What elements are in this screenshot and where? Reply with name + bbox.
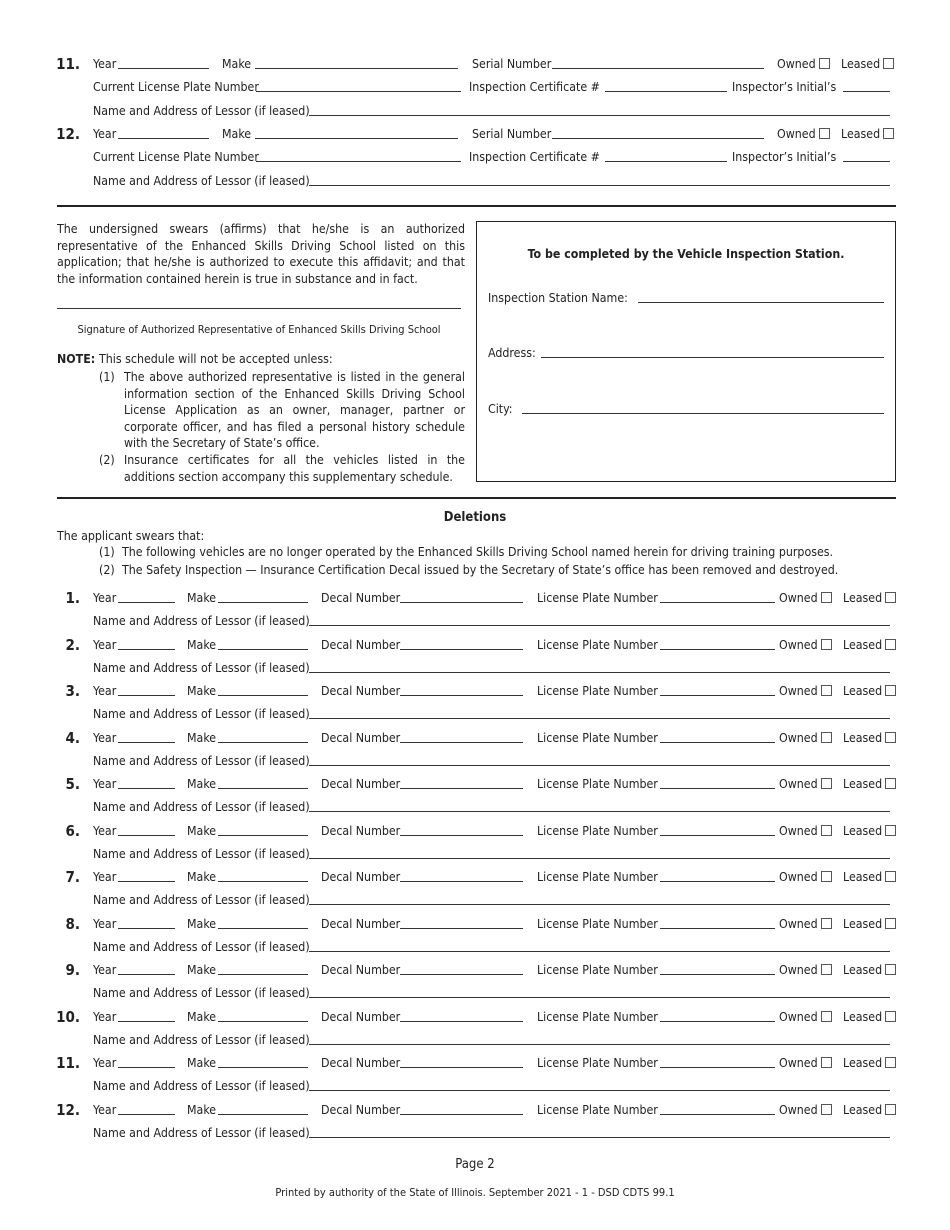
signature-line[interactable]: [57, 308, 461, 309]
make-label: Make: [187, 1056, 217, 1070]
lessor-field[interactable]: [309, 185, 890, 186]
lessor-label: Name and Address of Lessor (if leased): [93, 660, 310, 675]
make-label: Make: [187, 777, 217, 791]
make-label: Make: [187, 1102, 217, 1117]
year-field[interactable]: [118, 928, 175, 929]
leased-checkbox[interactable]: [885, 1011, 896, 1022]
leased-checkbox[interactable]: [885, 1104, 896, 1115]
leased-checkbox[interactable]: [885, 639, 896, 650]
make-label: Make: [187, 870, 217, 884]
decal-label: Decal Number: [321, 730, 401, 745]
year-label: Year: [93, 963, 117, 977]
decal-label: Decal Number: [321, 591, 401, 605]
make-field[interactable]: [218, 881, 308, 882]
year-label: Year: [93, 57, 117, 71]
make-field[interactable]: [218, 602, 308, 603]
serial-label: Serial Number: [472, 57, 552, 71]
leased-checkbox[interactable]: [885, 1057, 896, 1068]
plate-label: Current License Plate Number: [93, 150, 259, 164]
leased-checkbox[interactable]: [885, 732, 896, 743]
decal-field[interactable]: [400, 788, 523, 789]
note-item-text: Insurance certificates for all the vehicles listed in the additions section accompany this supplementary schedule.: [124, 453, 465, 484]
station-name-field[interactable]: [638, 302, 884, 303]
owned-group: [779, 870, 832, 884]
decal-label: Decal Number: [321, 1009, 401, 1024]
owned-label: Owned: [779, 1102, 818, 1117]
decal-field[interactable]: [400, 602, 523, 603]
owned-label: Owned: [779, 823, 818, 838]
lessor-field[interactable]: [309, 1137, 890, 1138]
owned-checkbox[interactable]: [819, 58, 830, 69]
plate-field[interactable]: [660, 928, 775, 929]
plate-label: License Plate Number: [537, 684, 658, 698]
lessor-label: Name and Address of Lessor (if leased): [93, 753, 310, 768]
lessor-field[interactable]: [309, 997, 890, 998]
station-address-field[interactable]: [541, 357, 884, 358]
owned-label: Owned: [779, 777, 818, 791]
station-city-field[interactable]: [522, 413, 884, 414]
owned-checkbox[interactable]: [821, 964, 832, 975]
make-label: Make: [187, 963, 217, 977]
lessor-label: Name and Address of Lessor (if leased): [93, 1079, 310, 1093]
make-field[interactable]: [218, 1114, 308, 1115]
lessor-label: Name and Address of Lessor (if leased): [93, 174, 310, 188]
lessor-field[interactable]: [309, 904, 890, 905]
inspection-cert-field[interactable]: [605, 161, 727, 162]
make-label: Make: [187, 916, 217, 931]
plate-field[interactable]: [660, 881, 775, 882]
year-field[interactable]: [118, 742, 175, 743]
row-number: 7.: [65, 868, 80, 886]
row-number: 8.: [65, 914, 80, 933]
decal-field[interactable]: [400, 649, 523, 650]
lessor-field[interactable]: [309, 858, 890, 859]
inspection-cert-field[interactable]: [605, 91, 727, 92]
year-field[interactable]: [118, 881, 175, 882]
leased-label: Leased: [843, 637, 883, 652]
leased-group: [843, 824, 896, 838]
leased-label: Leased: [843, 916, 883, 931]
lessor-field[interactable]: [309, 718, 890, 719]
owned-group: [777, 57, 830, 71]
owned-group: [779, 917, 832, 931]
plate-field[interactable]: [660, 695, 775, 696]
owned-group: [779, 638, 832, 652]
note-item-text: The above authorized representative is listed in the general information section of the Enhanced Skills Driving School License Application as an owner, manager, partner or corporate officer, and has filed a personal history schedule with the Secretary of State’s office.: [124, 370, 465, 450]
decal-label: Decal Number: [321, 823, 401, 838]
owned-group: [779, 684, 832, 698]
plate-field[interactable]: [660, 788, 775, 789]
owned-label: Owned: [777, 57, 816, 71]
deletions-item-text: The Safety Inspection — Insurance Certification Decal issued by the Secretary of State’s office has been removed and destroyed.: [122, 563, 839, 577]
note-intro: This schedule will not be accepted unless:: [99, 352, 333, 366]
leased-label: Leased: [843, 730, 883, 745]
make-label: Make: [187, 730, 217, 745]
decal-field[interactable]: [400, 742, 523, 743]
plate-field[interactable]: [660, 1114, 775, 1115]
plate-label: License Plate Number: [537, 637, 658, 652]
make-field[interactable]: [218, 788, 308, 789]
year-label: Year: [93, 1102, 117, 1117]
year-label: Year: [93, 637, 117, 652]
decal-label: Decal Number: [321, 1056, 401, 1070]
make-field[interactable]: [255, 68, 458, 69]
leased-group: [843, 777, 896, 791]
plate-label: License Plate Number: [537, 1102, 658, 1117]
lessor-field[interactable]: [309, 1090, 890, 1091]
plate-label: License Plate Number: [537, 1009, 658, 1024]
owned-checkbox[interactable]: [821, 778, 832, 789]
year-field[interactable]: [118, 974, 175, 975]
year-label: Year: [93, 823, 117, 838]
leased-label: Leased: [843, 1009, 883, 1024]
owned-group: [777, 127, 830, 141]
owned-checkbox[interactable]: [821, 1011, 832, 1022]
leased-group: [843, 638, 896, 652]
year-label: Year: [93, 730, 117, 745]
row-number: 1.: [65, 589, 80, 607]
leased-group: [841, 57, 894, 71]
make-field[interactable]: [218, 1021, 308, 1022]
leased-group: [843, 917, 896, 931]
leased-checkbox[interactable]: [885, 778, 896, 789]
owned-label: Owned: [779, 1056, 818, 1070]
year-field[interactable]: [118, 1114, 175, 1115]
plate-label: License Plate Number: [537, 916, 658, 931]
owned-group: [779, 591, 832, 605]
plate-field[interactable]: [660, 1067, 775, 1068]
note-label: NOTE:: [57, 352, 96, 366]
lessor-label: Name and Address of Lessor (if leased): [93, 104, 310, 118]
year-label: Year: [93, 1009, 117, 1024]
make-field[interactable]: [218, 742, 308, 743]
year-field[interactable]: [118, 1067, 175, 1068]
plate-label: License Plate Number: [537, 777, 658, 791]
serial-label: Serial Number: [472, 127, 552, 141]
owned-checkbox[interactable]: [821, 732, 832, 743]
station-city-label: City:: [488, 402, 513, 416]
signature-caption: Signature of Authorized Representative of Enhanced Skills Driving School: [77, 323, 441, 336]
leased-checkbox[interactable]: [885, 871, 896, 882]
plate-field[interactable]: [660, 742, 775, 743]
year-field[interactable]: [118, 602, 175, 603]
row-number: 11.: [56, 1054, 80, 1072]
lessor-label: Name and Address of Lessor (if leased): [93, 707, 310, 721]
row-number: 12.: [56, 1100, 80, 1119]
leased-group: [843, 1103, 896, 1117]
plate-label: License Plate Number: [537, 963, 658, 977]
inspection-cert-label: Inspection Certificate #: [469, 80, 600, 94]
plate-field[interactable]: [660, 602, 775, 603]
station-box-title: To be completed by the Vehicle Inspection Station.: [527, 247, 845, 261]
owned-group: [779, 824, 832, 838]
lessor-field[interactable]: [309, 115, 890, 116]
owned-group: [779, 731, 832, 745]
decal-label: Decal Number: [321, 777, 401, 791]
row-number: 4.: [65, 728, 80, 747]
owned-label: Owned: [779, 684, 818, 698]
row-number: 11.: [56, 55, 80, 73]
make-field[interactable]: [218, 1067, 308, 1068]
plate-label: Current License Plate Number: [93, 80, 259, 94]
lessor-label: Name and Address of Lessor (if leased): [93, 893, 310, 907]
leased-checkbox[interactable]: [883, 128, 894, 139]
plate-label: License Plate Number: [537, 870, 658, 884]
year-label: Year: [93, 777, 117, 791]
lessor-field[interactable]: [309, 951, 890, 952]
decal-label: Decal Number: [321, 963, 401, 977]
leased-label: Leased: [843, 591, 883, 605]
owned-label: Owned: [779, 916, 818, 931]
leased-label: Leased: [843, 777, 883, 791]
year-field[interactable]: [118, 788, 175, 789]
make-field[interactable]: [218, 835, 308, 836]
row-number: 5.: [65, 775, 80, 793]
leased-group: [843, 963, 896, 977]
owned-checkbox[interactable]: [821, 685, 832, 696]
leased-checkbox[interactable]: [883, 58, 894, 69]
year-label: Year: [93, 591, 117, 605]
plate-label: License Plate Number: [537, 591, 658, 605]
leased-label: Leased: [843, 684, 883, 698]
leased-label: Leased: [843, 963, 883, 977]
deletions-item-number: (2): [99, 563, 115, 577]
serial-field[interactable]: [552, 68, 764, 69]
owned-group: [779, 1103, 832, 1117]
year-field[interactable]: [118, 695, 175, 696]
plate-field[interactable]: [660, 835, 775, 836]
leased-label: Leased: [843, 1056, 883, 1070]
leased-label: Leased: [841, 127, 881, 141]
lessor-label: Name and Address of Lessor (if leased): [93, 846, 310, 861]
row-number: 6.: [65, 821, 80, 840]
make-field[interactable]: [218, 695, 308, 696]
decal-field[interactable]: [400, 1021, 523, 1022]
owned-checkbox[interactable]: [821, 639, 832, 650]
inspector-initials-label: Inspector’s Initial’s: [732, 150, 837, 164]
leased-group: [843, 731, 896, 745]
lessor-label: Name and Address of Lessor (if leased): [93, 614, 310, 628]
year-label: Year: [93, 684, 117, 698]
leased-label: Leased: [843, 1102, 883, 1117]
leased-label: Leased: [843, 823, 883, 838]
decal-label: Decal Number: [321, 870, 401, 884]
section-divider: [57, 205, 896, 207]
decal-label: Decal Number: [321, 1102, 401, 1117]
make-field[interactable]: [218, 649, 308, 650]
owned-label: Owned: [779, 730, 818, 745]
make-field[interactable]: [255, 138, 458, 139]
leased-label: Leased: [841, 57, 881, 71]
inspector-initials-field[interactable]: [843, 161, 890, 162]
serial-field[interactable]: [552, 138, 764, 139]
year-label: Year: [93, 127, 117, 141]
station-name-label: Inspection Station Name:: [488, 291, 628, 305]
deletions-intro: The applicant swears that:: [57, 529, 205, 543]
make-label: Make: [187, 637, 217, 652]
note-item-number: (1): [99, 370, 115, 384]
make-label: Make: [187, 684, 217, 698]
plate-field[interactable]: [660, 649, 775, 650]
lessor-label: Name and Address of Lessor (if leased): [93, 800, 310, 814]
leased-checkbox[interactable]: [885, 825, 896, 836]
year-field[interactable]: [118, 1021, 175, 1022]
decal-field[interactable]: [400, 1067, 523, 1068]
station-address-label: Address:: [488, 346, 536, 360]
owned-label: Owned: [777, 127, 816, 141]
year-field[interactable]: [118, 138, 209, 139]
plate-label: License Plate Number: [537, 1056, 658, 1070]
leased-checkbox[interactable]: [885, 592, 896, 603]
year-field[interactable]: [118, 835, 175, 836]
leased-checkbox[interactable]: [885, 964, 896, 975]
owned-checkbox[interactable]: [821, 871, 832, 882]
plate-field[interactable]: [256, 91, 461, 92]
owned-label: Owned: [779, 870, 818, 884]
make-field[interactable]: [218, 974, 308, 975]
owned-group: [779, 1010, 832, 1024]
lessor-field[interactable]: [309, 1044, 890, 1045]
make-label: Make: [187, 1009, 217, 1024]
year-field[interactable]: [118, 68, 209, 69]
make-label: Make: [222, 127, 252, 141]
make-label: Make: [187, 823, 217, 838]
lessor-field[interactable]: [309, 672, 890, 673]
owned-group: [779, 777, 832, 791]
leased-group: [843, 1010, 896, 1024]
leased-group: [841, 127, 894, 141]
lessor-label: Name and Address of Lessor (if leased): [93, 939, 310, 954]
owned-checkbox[interactable]: [821, 1057, 832, 1068]
owned-checkbox[interactable]: [821, 825, 832, 836]
row-number: 3.: [65, 682, 80, 700]
leased-checkbox[interactable]: [885, 918, 896, 929]
lessor-label: Name and Address of Lessor (if leased): [93, 1125, 310, 1140]
owned-label: Owned: [779, 591, 818, 605]
decal-field[interactable]: [400, 695, 523, 696]
owned-checkbox[interactable]: [821, 1104, 832, 1115]
leased-group: [843, 870, 896, 884]
owned-checkbox[interactable]: [821, 592, 832, 603]
owned-label: Owned: [779, 963, 818, 977]
decal-label: Decal Number: [321, 637, 401, 652]
year-label: Year: [93, 916, 117, 931]
inspection-station-box: [476, 221, 896, 482]
page-number: Page 2: [455, 1157, 495, 1172]
row-number: 9.: [65, 961, 80, 979]
leased-checkbox[interactable]: [885, 685, 896, 696]
owned-checkbox[interactable]: [821, 918, 832, 929]
owned-label: Owned: [779, 637, 818, 652]
make-label: Make: [222, 57, 252, 71]
printed-authority: Printed by authority of the State of Illinois. September 2021 - 1 - DSD CDTS 99.1: [275, 1186, 675, 1199]
deletions-item-number: (1): [99, 545, 115, 559]
plate-label: License Plate Number: [537, 823, 658, 838]
leased-group: [843, 1056, 896, 1070]
owned-checkbox[interactable]: [819, 128, 830, 139]
row-number: 10.: [56, 1007, 80, 1026]
deletions-title: Deletions: [443, 510, 507, 525]
owned-group: [779, 963, 832, 977]
year-field[interactable]: [118, 649, 175, 650]
row-number: 2.: [65, 635, 80, 654]
leased-group: [843, 684, 896, 698]
year-label: Year: [93, 1056, 117, 1070]
owned-group: [779, 1056, 832, 1070]
plate-field[interactable]: [660, 1021, 775, 1022]
inspector-initials-field[interactable]: [843, 91, 890, 92]
section-divider: [57, 497, 896, 499]
lessor-label: Name and Address of Lessor (if leased): [93, 1032, 310, 1047]
plate-field[interactable]: [256, 161, 461, 162]
row-number: 12.: [56, 125, 80, 143]
decal-label: Decal Number: [321, 916, 401, 931]
decal-field[interactable]: [400, 835, 523, 836]
leased-label: Leased: [843, 870, 883, 884]
lessor-label: Name and Address of Lessor (if leased): [93, 986, 310, 1000]
note-item-number: (2): [99, 453, 115, 467]
deletions-item-text: The following vehicles are no longer operated by the Enhanced Skills Driving School named herein for driving training purposes.: [122, 545, 834, 559]
decal-field[interactable]: [400, 1114, 523, 1115]
make-label: Make: [187, 591, 217, 605]
leased-group: [843, 591, 896, 605]
lessor-field[interactable]: [309, 811, 890, 812]
decal-field[interactable]: [400, 881, 523, 882]
inspection-cert-label: Inspection Certificate #: [469, 150, 600, 164]
lessor-field[interactable]: [309, 765, 890, 766]
make-field[interactable]: [218, 928, 308, 929]
lessor-field[interactable]: [309, 625, 890, 626]
year-label: Year: [93, 870, 117, 884]
plate-field[interactable]: [660, 974, 775, 975]
decal-field[interactable]: [400, 928, 523, 929]
decal-field[interactable]: [400, 974, 523, 975]
plate-label: License Plate Number: [537, 730, 658, 745]
affidavit-text: The undersigned swears (affirms) that he/she is an authorized representative of the Enhanced Skills Driving School listed on this application; that he/she is authorized to execute this affidavit; and that the information contained herein is true in substance and in fact.: [57, 222, 465, 286]
owned-label: Owned: [779, 1009, 818, 1024]
inspector-initials-label: Inspector’s Initial’s: [732, 80, 837, 94]
decal-label: Decal Number: [321, 684, 401, 698]
